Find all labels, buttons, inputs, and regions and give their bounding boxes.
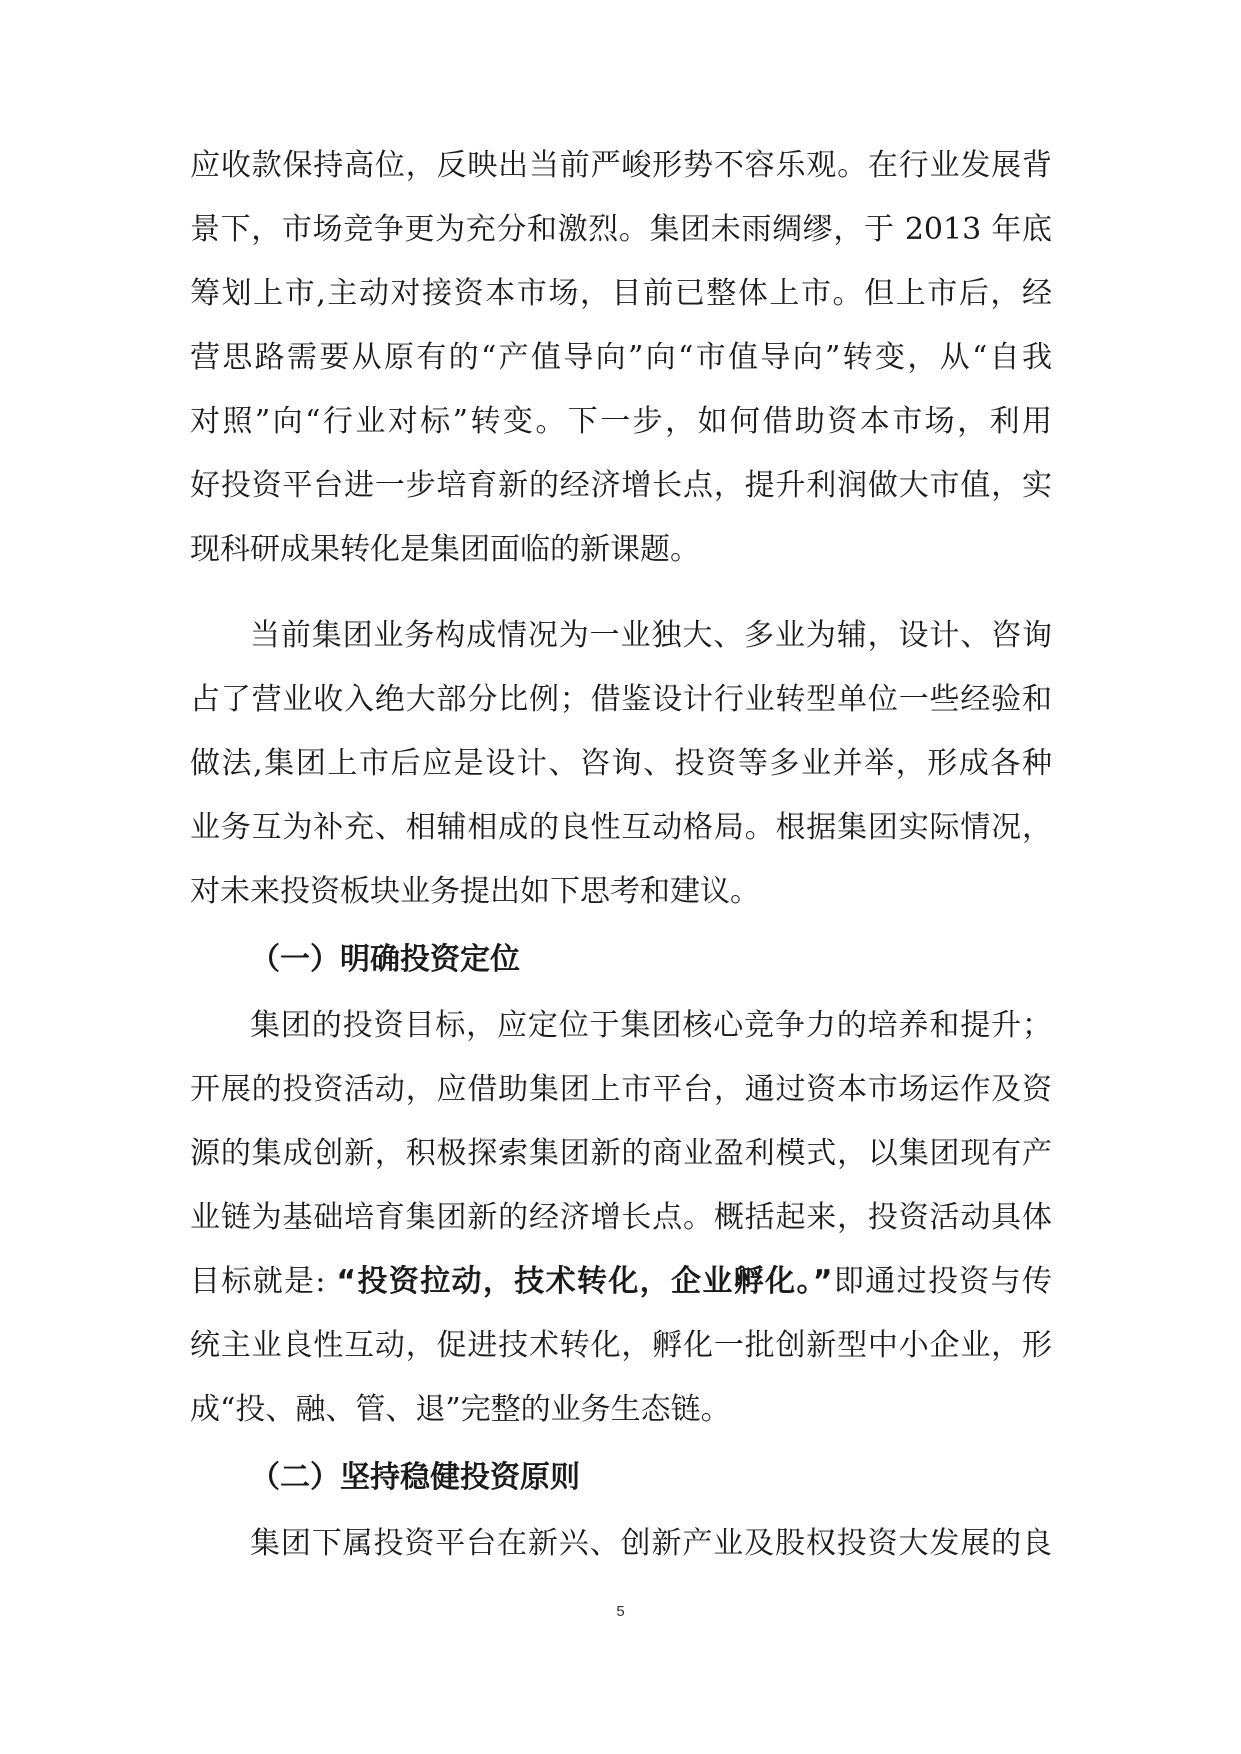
paragraph-line: 集团下属投资平台在新兴、创新产业及股权投资大发展的良 xyxy=(250,1526,1052,1561)
page-number: 5 xyxy=(616,1603,625,1620)
paragraph-line: 源的集成创新，积极探索集团新的商业盈利模式，以集团现有产 xyxy=(190,1136,1052,1171)
paragraph-line: 营思路需要从原有的“产值导向”向“市值导向”转变，从“自我 xyxy=(190,340,1052,375)
paragraph-line: 统主业良性互动，促进技术转化，孵化一批创新型中小企业，形 xyxy=(190,1328,1052,1363)
paragraph-line: 做法,集团上市后应是设计、咨询、投资等多业并举，形成各种 xyxy=(190,746,1052,781)
paragraph-line: 业链为基础培育集团新的经济增长点。概括起来，投资活动具体 xyxy=(190,1200,1052,1235)
paragraph-line: 当前集团业务构成情况为一业独大、多业为辅，设计、咨询 xyxy=(250,618,1052,653)
paragraph-line: 现科研成果转化是集团面临的新课题。 xyxy=(190,532,700,567)
paragraph-line: 对照”向“行业对标”转变。下一步，如何借助资本市场，利用 xyxy=(190,404,1052,439)
paragraph-line: 集团的投资目标，应定位于集团核心竞争力的培养和提升； xyxy=(250,1008,1052,1043)
paragraph-line: 好投资平台进一步培育新的经济增长点，提升利润做大市值，实 xyxy=(190,468,1052,503)
paragraph-line: 业务互为补充、相辅相成的良性互动格局。根据集团实际情况， xyxy=(190,810,1052,845)
paragraph-line-mixed xyxy=(190,1262,1052,1302)
section-heading: （二）坚持稳健投资原则 xyxy=(250,1460,580,1495)
section-heading: （一）明确投资定位 xyxy=(250,942,520,977)
paragraph-line: 开展的投资活动，应借助集团上市平台，通过资本市场运作及资 xyxy=(190,1072,1052,1107)
paragraph-line: 景下，市场竞争更为充分和激烈。集团未雨绸缪，于 2013 年底 xyxy=(190,212,1052,247)
line-prefix: 目标就是: xyxy=(190,1264,337,1299)
paragraph-line: 应收款保持高位，反映出当前严峻形势不容乐观。在行业发展背 xyxy=(190,148,1052,183)
paragraph-line: 成“投、融、管、退”完整的业务生态链。 xyxy=(190,1392,731,1427)
line-suffix: 即通过投资与传 xyxy=(832,1264,1053,1299)
paragraph-line: 筹划上市,主动对接资本市场，目前已整体上市。但上市后，经 xyxy=(190,276,1052,311)
paragraph-line: 对未来投资板块业务提出如下思考和建议。 xyxy=(190,874,760,909)
paragraph-line: 占了营业收入绝大部分比例；借鉴设计行业转型单位一些经验和 xyxy=(190,682,1052,717)
bold-slogan: “投资拉动，技术转化，企业孵化。” xyxy=(336,1264,833,1299)
